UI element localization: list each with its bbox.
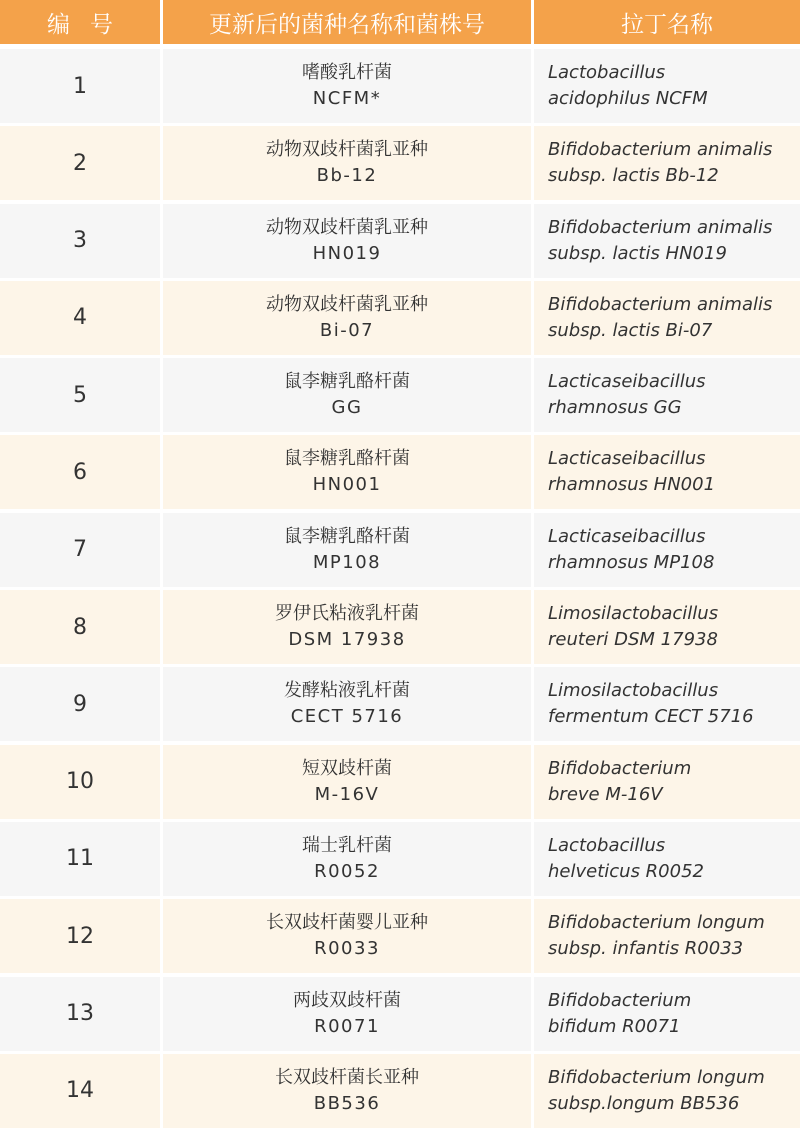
strain-code: BB536 — [313, 1092, 381, 1114]
latin-name-cell — [534, 590, 800, 664]
cn-name-cell — [163, 435, 531, 509]
row-number: 10 — [0, 745, 160, 819]
cn-name-cell — [163, 745, 531, 819]
table-row — [0, 977, 800, 1051]
header-latin: 拉丁名称 — [534, 0, 800, 44]
latin-name-cell — [534, 49, 800, 123]
strain-code: GG — [331, 397, 363, 419]
latin-name-cell — [534, 822, 800, 896]
strain-code: M-16V — [314, 783, 380, 805]
latin-name-cell — [534, 435, 800, 509]
latin-name-line1: Lactobacillus — [548, 834, 666, 856]
latin-name-cell — [534, 126, 800, 200]
latin-name-cell — [534, 204, 800, 278]
latin-name-line2: subsp. lactis Bi-07 — [548, 319, 713, 341]
latin-name-line1: Lacticaseibacillus — [548, 448, 706, 470]
latin-name-line2: subsp.longum BB536 — [548, 1092, 740, 1114]
cn-species-name: 鼠李糖乳酪杆菌 — [284, 371, 410, 393]
cn-name-cell — [163, 590, 531, 664]
latin-name-line1: Limosilactobacillus — [548, 603, 719, 625]
cn-name-cell — [163, 204, 531, 278]
table-row — [0, 513, 800, 587]
strain-code: CECT 5716 — [290, 706, 404, 728]
row-number: 13 — [0, 977, 160, 1051]
header-number: 编号 — [0, 0, 160, 44]
row-number: 8 — [0, 590, 160, 664]
cn-species-name: 罗伊氏粘液乳杆菌 — [275, 603, 419, 625]
table-row — [0, 899, 800, 973]
cn-species-name: 两歧双歧杆菌 — [293, 989, 401, 1011]
row-number: 14 — [0, 1054, 160, 1128]
cn-species-name: 动物双歧杆菌乳亚种 — [266, 139, 428, 161]
cn-name-cell — [163, 513, 531, 587]
cn-species-name: 长双歧杆菌婴儿亚种 — [266, 912, 428, 934]
latin-name-line1: Lacticaseibacillus — [548, 371, 706, 393]
cn-name-cell — [163, 667, 531, 741]
latin-name-cell — [534, 899, 800, 973]
strain-code: Bb-12 — [316, 165, 378, 187]
row-number: 12 — [0, 899, 160, 973]
table-row — [0, 745, 800, 819]
row-number: 5 — [0, 358, 160, 432]
latin-name-line2: rhamnosus HN001 — [548, 474, 716, 496]
cn-species-name: 动物双歧杆菌乳亚种 — [266, 216, 428, 238]
table-row — [0, 1054, 800, 1128]
latin-name-cell — [534, 667, 800, 741]
latin-name-line1: Bifidobacterium — [548, 989, 692, 1011]
table-row — [0, 49, 800, 123]
cn-name-cell — [163, 49, 531, 123]
row-number: 6 — [0, 435, 160, 509]
table-row — [0, 126, 800, 200]
latin-name-line1: Bifidobacterium animalis — [548, 293, 773, 315]
latin-name-cell — [534, 1054, 800, 1128]
cn-name-cell — [163, 281, 531, 355]
row-number: 3 — [0, 204, 160, 278]
latin-name-cell — [534, 977, 800, 1051]
table-row — [0, 204, 800, 278]
cn-species-name: 发酵粘液乳杆菌 — [284, 680, 410, 702]
latin-name-line2: helveticus R0052 — [548, 860, 704, 882]
cn-name-cell — [163, 977, 531, 1051]
strain-code: NCFM* — [312, 88, 382, 109]
latin-name-line2: subsp. infantis R0033 — [548, 938, 744, 960]
latin-name-cell — [534, 745, 800, 819]
table-row — [0, 435, 800, 509]
cn-species-name: 短双歧杆菌 — [302, 757, 392, 779]
row-number: 9 — [0, 667, 160, 741]
latin-name-line2: subsp. lactis HN019 — [548, 242, 727, 264]
latin-name-line2: rhamnosus GG — [548, 397, 682, 419]
latin-name-line1: Bifidobacterium longum — [548, 1066, 765, 1088]
cn-name-cell — [163, 358, 531, 432]
cn-species-name: 鼠李糖乳酪杆菌 — [284, 525, 410, 547]
latin-name-line1: Bifidobacterium longum — [548, 912, 765, 934]
latin-name-line2: breve M-16V — [548, 783, 663, 805]
latin-name-line1: Bifidobacterium — [548, 757, 692, 779]
strain-code: R0071 — [314, 1015, 380, 1037]
latin-name-cell — [534, 513, 800, 587]
latin-name-cell — [534, 281, 800, 355]
strain-code: DSM 17938 — [288, 629, 406, 651]
strain-code: HN019 — [312, 242, 382, 264]
cn-species-name: 瑞士乳杆菌 — [302, 834, 392, 856]
latin-name-line2: fermentum CECT 5716 — [548, 706, 754, 728]
latin-name-line1: Bifidobacterium animalis — [548, 139, 773, 161]
cn-species-name: 长双歧杆菌长亚种 — [275, 1066, 419, 1088]
latin-name-line2: rhamnosus MP108 — [548, 551, 715, 573]
row-number: 1 — [0, 49, 160, 123]
table-row — [0, 822, 800, 896]
cn-name-cell — [163, 126, 531, 200]
row-number: 11 — [0, 822, 160, 896]
latin-name-line1: Lacticaseibacillus — [548, 525, 706, 547]
row-number: 4 — [0, 281, 160, 355]
latin-name-line2: acidophilus NCFM — [548, 88, 708, 109]
table-row — [0, 667, 800, 741]
row-number: 2 — [0, 126, 160, 200]
header-name: 更新后的菌种名称和菌株号 — [163, 0, 531, 44]
cn-species-name: 嗜酸乳杆菌 — [302, 62, 392, 83]
table-row — [0, 590, 800, 664]
row-number: 7 — [0, 513, 160, 587]
table-header — [0, 0, 800, 44]
strain-code: MP108 — [312, 551, 382, 573]
latin-name-line1: Bifidobacterium animalis — [548, 216, 773, 238]
cn-species-name: 动物双歧杆菌乳亚种 — [266, 293, 428, 315]
cn-name-cell — [163, 1054, 531, 1128]
table-body — [0, 49, 800, 1131]
latin-name-line1: Limosilactobacillus — [548, 680, 719, 702]
latin-name-cell — [534, 358, 800, 432]
latin-name-line2: reuteri DSM 17938 — [548, 629, 718, 651]
strain-code: R0052 — [314, 860, 380, 882]
strain-code: R0033 — [314, 938, 380, 960]
cn-name-cell — [163, 899, 531, 973]
table-row — [0, 358, 800, 432]
latin-name-line2: subsp. lactis Bb-12 — [548, 165, 719, 187]
cn-name-cell — [163, 822, 531, 896]
latin-name-line1: Lactobacillus — [548, 62, 666, 83]
table-row — [0, 281, 800, 355]
strain-code: HN001 — [312, 474, 382, 496]
strain-code: Bi-07 — [319, 319, 375, 341]
cn-species-name: 鼠李糖乳酪杆菌 — [284, 448, 410, 470]
latin-name-line2: bifidum R0071 — [548, 1015, 681, 1037]
